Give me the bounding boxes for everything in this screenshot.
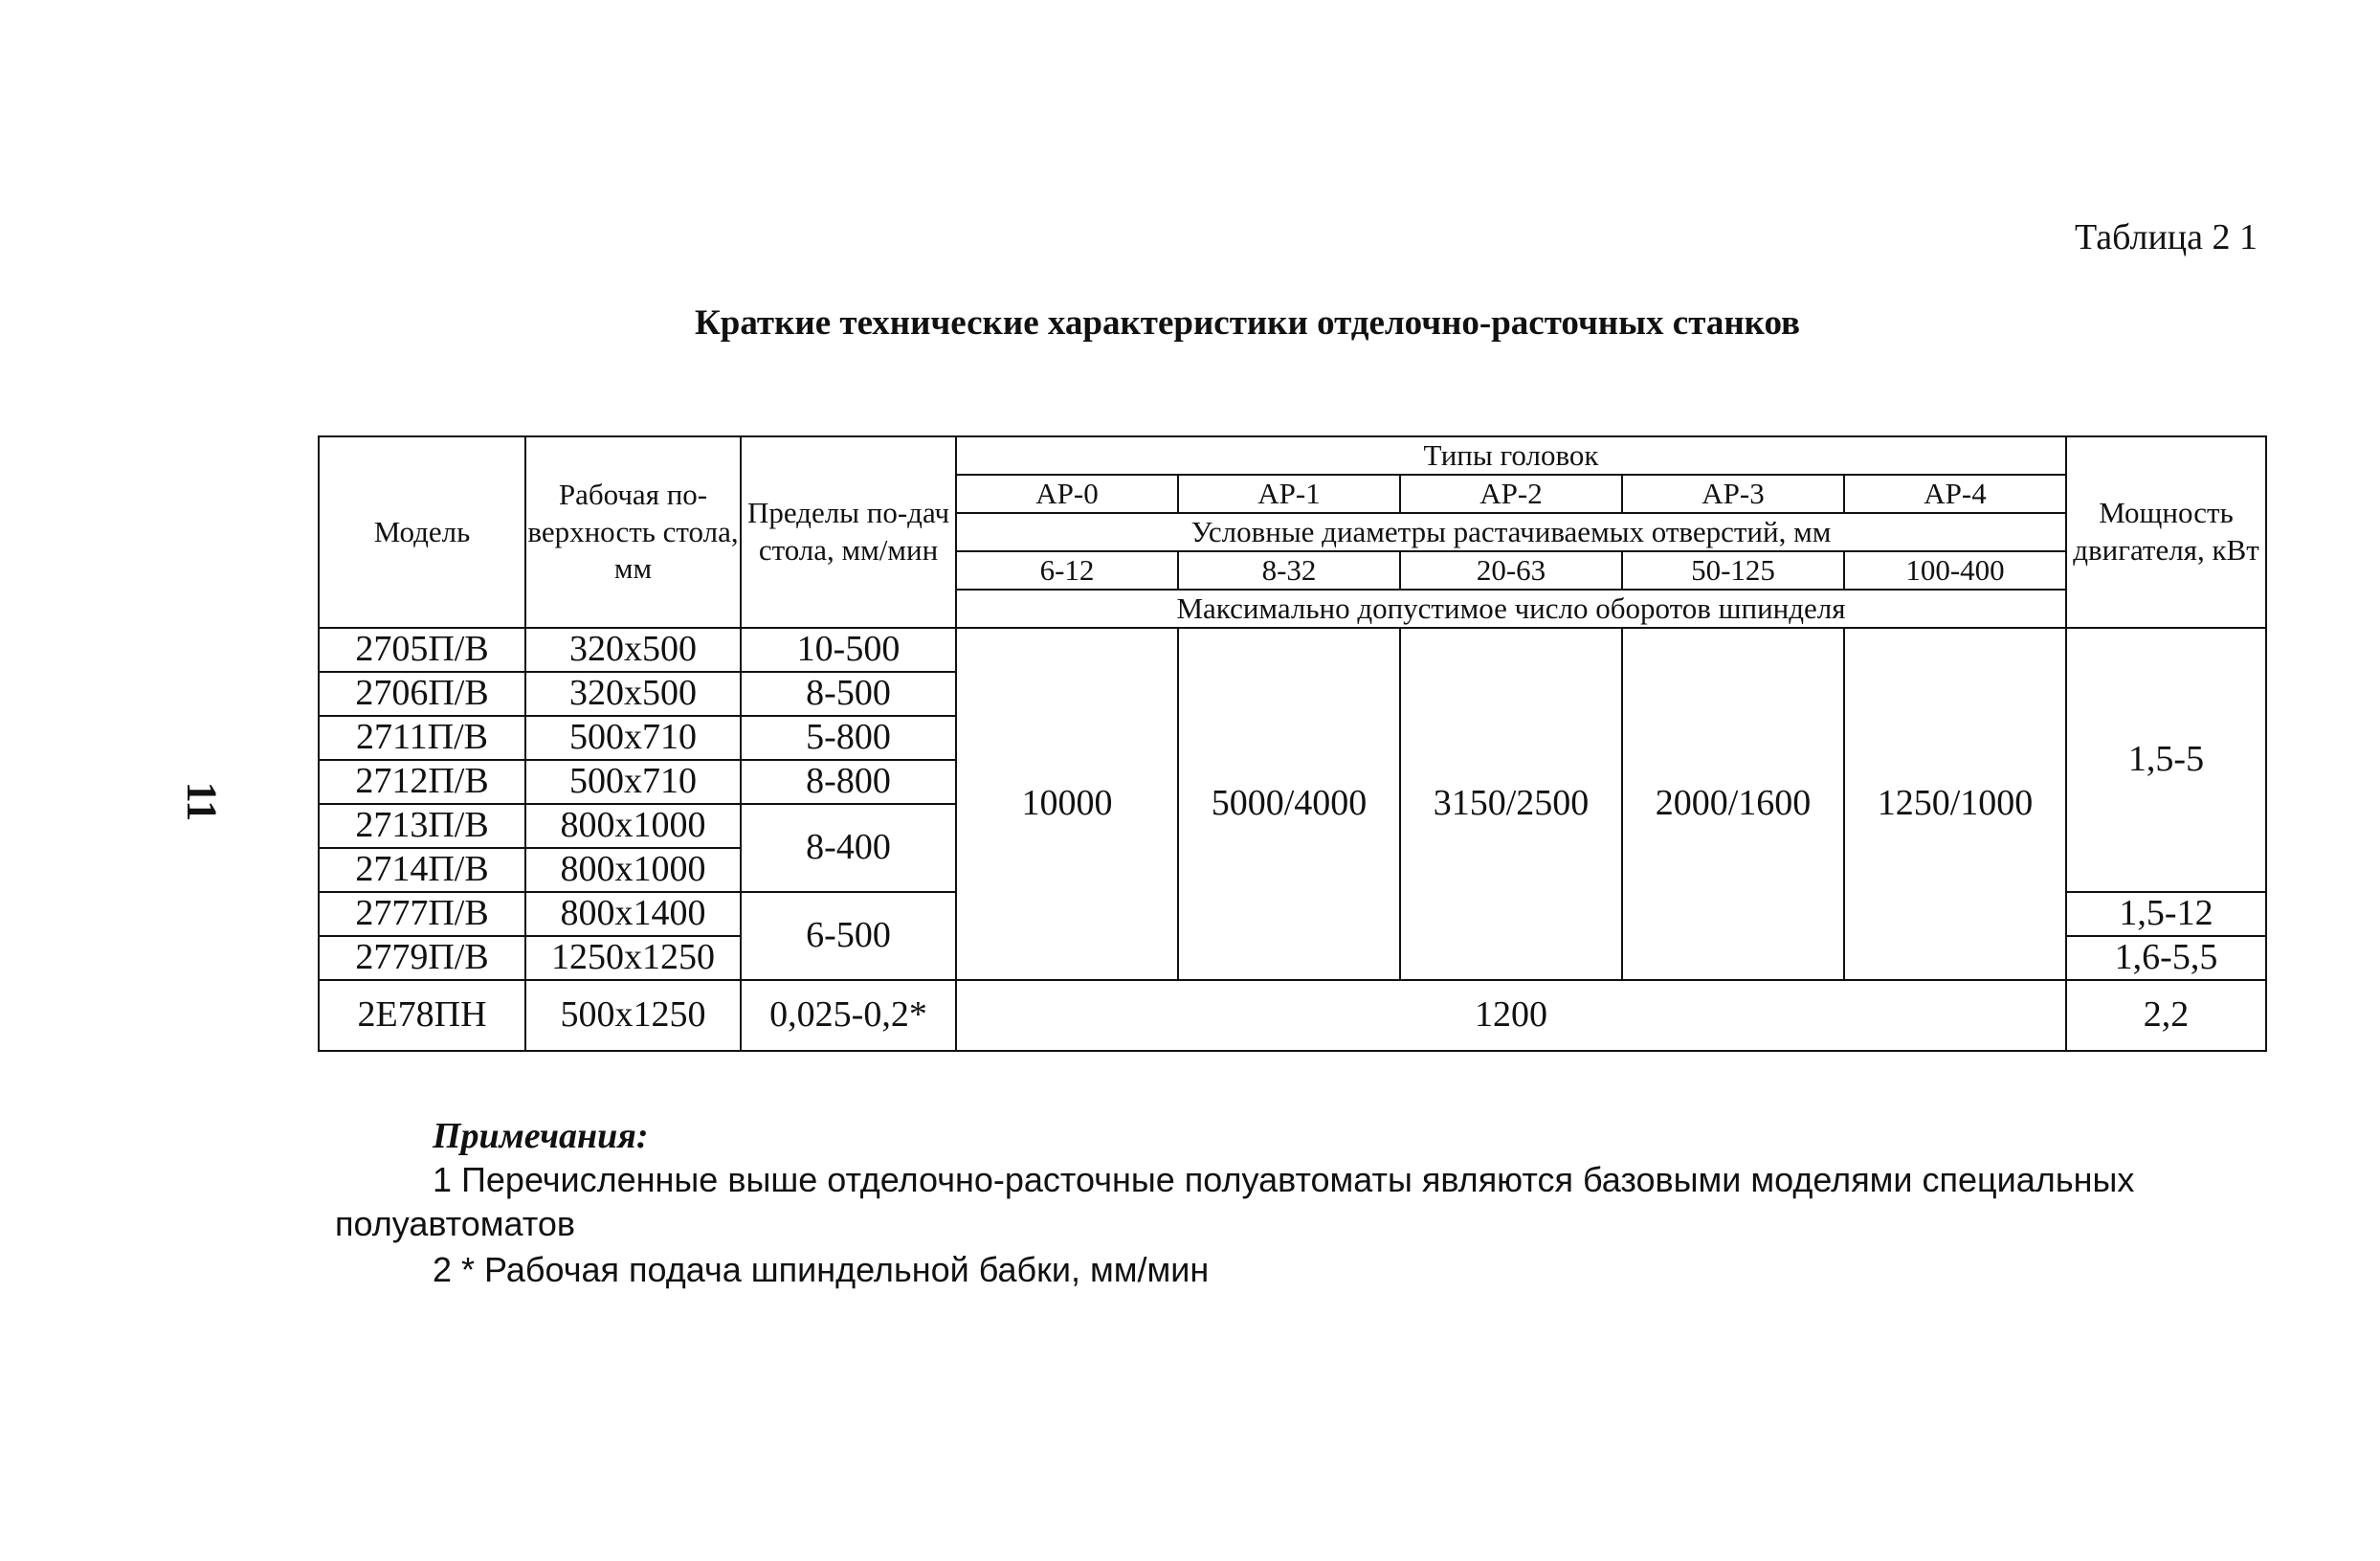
power-main: 1,5-5 [2066,628,2266,892]
head-ap2: АР-2 [1400,475,1622,513]
power-cell: 1,5-12 [2066,892,2266,936]
document-title: Краткие технические характеристики отделочно-расточных станков [694,303,1801,343]
head-ap3: АР-3 [1622,475,1844,513]
header-model: Модель [319,436,525,628]
surface-cell: 800x1400 [525,892,741,936]
model-cell: 2713П/В [319,804,525,848]
feed-cell: 6-500 [741,892,956,980]
table-number: Таблица 2 1 [2074,217,2258,257]
head-ap0: АР-0 [956,475,1178,513]
header-head-types: Типы головок [956,436,2066,475]
head-ap4: АР-4 [1844,475,2066,513]
header-surface: Рабочая по-верхность стола, мм [525,436,741,628]
table-row [319,628,2266,672]
notes-title: Примечания: [433,1116,649,1156]
feed-cell: 10-500 [741,628,956,672]
feed-cell: 8-800 [741,760,956,804]
surface-cell: 500x710 [525,716,741,760]
model-cell: 2712П/В [319,760,525,804]
diameter-ap1: 8-32 [1178,551,1400,590]
surface-cell: 320x500 [525,672,741,716]
surface-cell: 800x1000 [525,804,741,848]
model-cell: 2777П/В [319,892,525,936]
page-number: 11 [178,781,226,822]
feed-cell: 0,025-0,2* [741,980,956,1051]
feed-cell: 8-500 [741,672,956,716]
model-cell: 2Е78ПН [319,980,525,1051]
model-cell: 2705П/В [319,628,525,672]
diameter-ap0: 6-12 [956,551,1178,590]
diameter-ap2: 20-63 [1400,551,1622,590]
note-1-line-2: полуавтоматов [335,1204,575,1243]
surface-cell: 500x710 [525,760,741,804]
header-rpm: Максимально допустимое число оборотов шпинделя [956,590,2066,628]
model-cell: 2779П/В [319,936,525,980]
power-cell: 2,2 [2066,980,2266,1051]
note-2: 2 * Рабочая подача шпиндельной бабки, мм/мин [433,1250,1210,1289]
rpm-ap0: 10000 [956,628,1178,980]
model-cell: 2706П/В [319,672,525,716]
feed-cell: 5-800 [741,716,956,760]
rpm-ap3: 2000/1600 [1622,628,1844,980]
surface-cell: 1250x1250 [525,936,741,980]
specs-table [318,435,2267,1052]
diameter-ap4: 100-400 [1844,551,2066,590]
rpm-2e78: 1200 [956,980,2066,1051]
table-row [319,980,2266,1051]
note-1-line-1: 1 Перечисленные выше отделочно-расточные полуавтоматы являются базовыми моделями специальных [433,1160,2135,1199]
power-cell: 1,6-5,5 [2066,936,2266,980]
model-cell: 2714П/В [319,848,525,892]
surface-cell: 800x1000 [525,848,741,892]
surface-cell: 500x1250 [525,980,741,1051]
head-ap1: АР-1 [1178,475,1400,513]
surface-cell: 320x500 [525,628,741,672]
model-cell: 2711П/В [319,716,525,760]
header-feed: Пределы по-дач стола, мм/мин [741,436,956,628]
rpm-ap1: 5000/4000 [1178,628,1400,980]
header-power: Мощность двигателя, кВт [2066,436,2266,628]
header-diameters: Условные диаметры растачиваемых отверстий, мм [956,513,2066,551]
feed-cell: 8-400 [741,804,956,892]
diameter-ap3: 50-125 [1622,551,1844,590]
rpm-ap2: 3150/2500 [1400,628,1622,980]
rpm-ap4: 1250/1000 [1844,628,2066,980]
